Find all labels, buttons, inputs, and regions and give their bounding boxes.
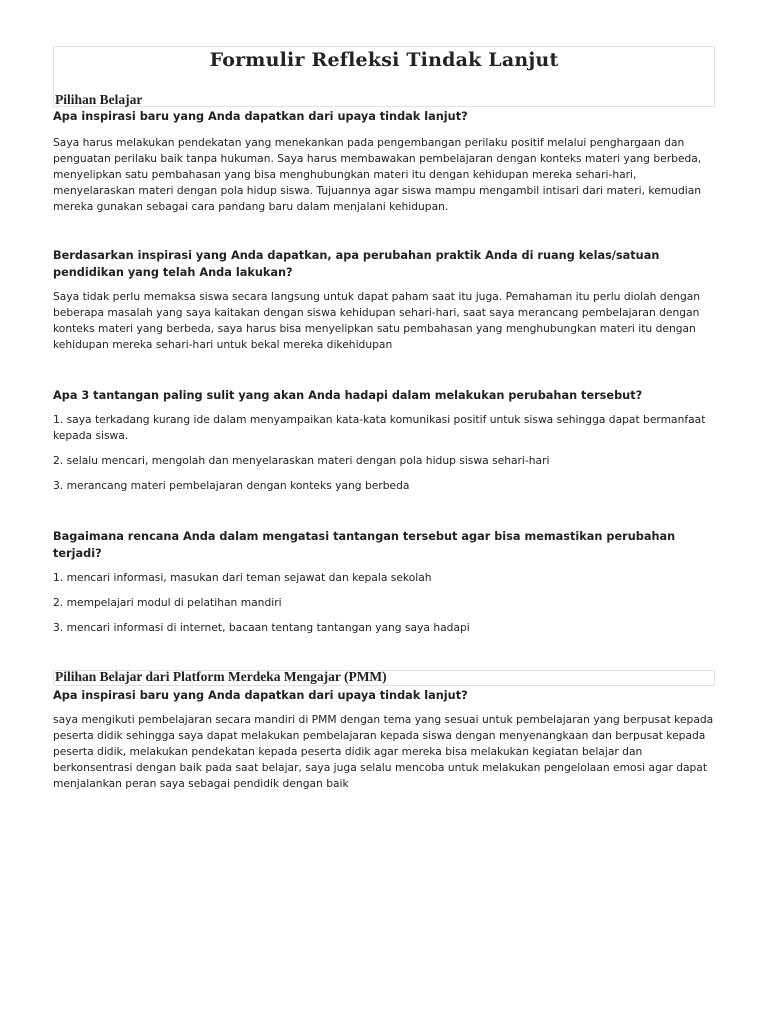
question-block-rencana [53,528,717,638]
page-title: Formulir Refleksi Tindak Lanjut [209,49,559,71]
list-item: 1. mencari informasi, masukan dari teman sejawat dan kepala sekolah [53,571,432,584]
question-heading: Apa inspirasi baru yang Anda dapatkan dari upaya tindak lanjut? [53,110,468,123]
answer-text: Saya harus melakukan pendekatan yang menekankan pada pengembangan perilaku positif melalui penghargaan dan penguatan perilaku baik tanpa hukuman. Saya harus membawakan pembelajaran dengan konteks materi yang berbeda, menyelipkan satu pembahasan yang bisa menghubungkan materi itu dengan kehidupan mereka sehari-hari, menyelaraskan materi dengan pola hidup siswa. Tujuannya agar siswa mampu mengambil intisari dari materi, kemudian mereka gunakan sebagai cara pandang baru dalam menjalani kehidupan. [53,136,702,213]
list-item: 3. merancang materi pembelajaran dengan konteks yang berbeda [53,479,410,492]
question-block-pmm-inspirasi [53,687,717,792]
question-block-tantangan [53,387,717,497]
header-box [53,46,715,107]
answer-text: saya mengikuti pembelajaran secara mandiri di PMM dengan tema yang sesuai untuk pembelajaran yang berpusat kepada peserta didik sehingga saya dapat melakukan pembelajaran kepada siswa dengan menyenangkaan dan berpusat kepada peserta didik, melakukan pendekatan kepada peserta didik agar mereka bisa melakukan kegiatan belajar dan berkonsentrasi dengan baik pada saat belajar, saya juga selalu mencoba untuk melakukan pengelolaan emosi agar dapat menjalankan peran saya sebagai pendidik dengan baik [53,713,714,790]
question-heading: Bagaimana rencana Anda dalam mengatasi tantangan tersebut agar bisa memastikan perubahan terjadi? [53,530,676,560]
list-item: 3. mencari informasi di internet, bacaan tentang tantangan yang saya hadapi [53,621,470,634]
question-block-perubahan-praktik [53,247,717,353]
section-box-pmm [53,670,715,686]
list-item: 2. mempelajari modul di pelatihan mandiri [53,596,282,609]
question-heading: Apa 3 tantangan paling sulit yang akan Anda hadapi dalam melakukan perubahan tersebut? [53,389,643,402]
answer-text: Saya tidak perlu memaksa siswa secara langsung untuk dapat paham saat itu juga. Pemahaman itu perlu diolah dengan beberapa masalah yang saya kaitakan dengan siswa kehidupan sehari-hari, saat saya merancang pembelajaran dengan konteks materi yang berbeda, saya harus bisa menyelipkan satu pembahasan yang menghubungkan materi itu dengan kehidupan mereka sehari-hari untuk bekal mereka dikehidupan [53,290,701,351]
section-label-pmm: Pilihan Belajar dari Platform Merdeka Mengajar (PMM) [55,669,387,684]
question-heading: Berdasarkan inspirasi yang Anda dapatkan, apa perubahan praktik Anda di ruang kelas/satuan pendidikan yang telah Anda lakukan? [53,249,660,279]
list-item: 2. selalu mencari, mengolah dan menyelaraskan materi dengan pola hidup siswa sehari-hari [53,454,550,467]
question-heading: Apa inspirasi baru yang Anda dapatkan dari upaya tindak lanjut? [53,689,468,702]
list-item: 1. saya terkadang kurang ide dalam menyampaikan kata-kata komunikasi positif untuk siswa sehingga dapat bermanfaat kepada siswa. [53,413,706,442]
question-block-inspirasi [53,108,717,215]
section-label-pilihan-belajar: Pilihan Belajar [55,92,143,107]
